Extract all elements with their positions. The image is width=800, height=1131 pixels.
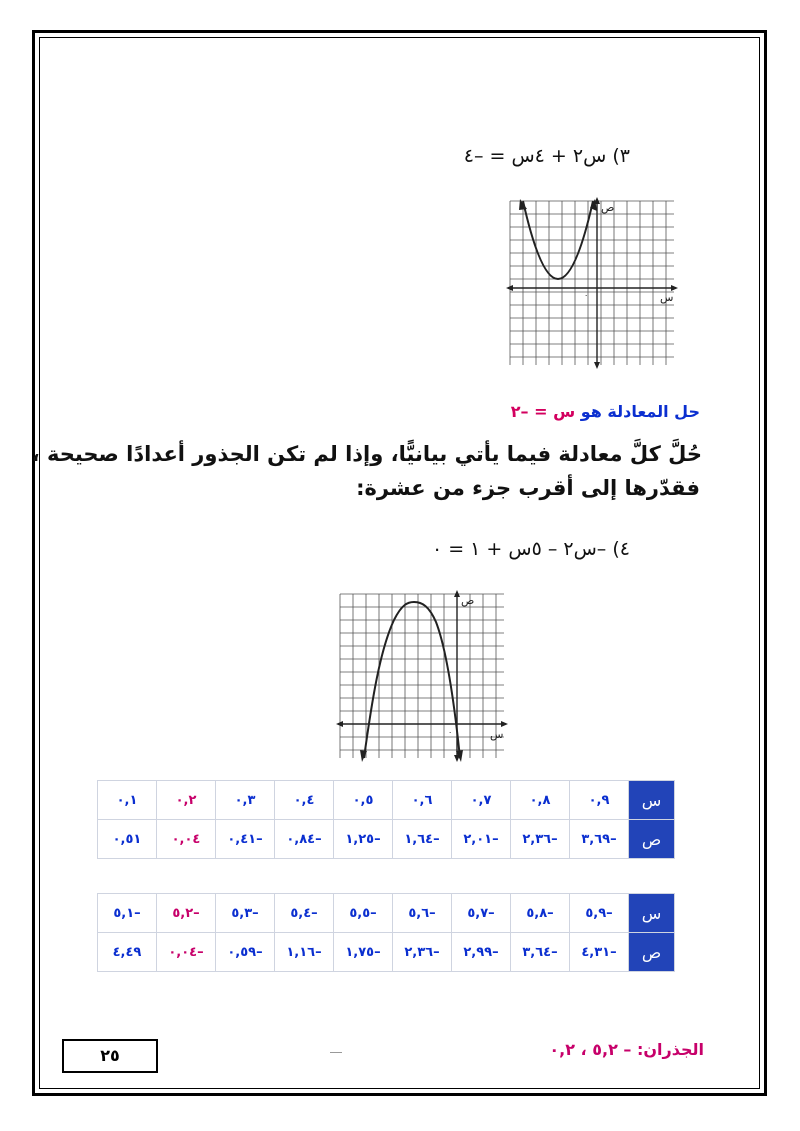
- table-cell: ٠,٦: [393, 781, 452, 820]
- table-cell: ٤,٤٩: [98, 933, 157, 972]
- question-4-parabola: [364, 602, 460, 758]
- table-cell: –٥,٥: [334, 894, 393, 933]
- table-row-x: [98, 894, 675, 933]
- table-cell: ٠,٥١: [98, 820, 157, 859]
- table-cell: ٠,٣: [216, 781, 275, 820]
- table-cell: –٥,٩: [570, 894, 629, 933]
- instruction-line-1: حُلَّ كلَّ معادلة فيما يأتي بيانيًّا، وإذا لم تكن الجذور أعدادًا صحيحة ،: [31, 442, 702, 466]
- question-4-axes: [338, 592, 506, 760]
- origin-label: ٠: [448, 728, 453, 737]
- solution-label: حل المعادلة هو: [580, 402, 700, 421]
- table-cell: –٥,٧: [452, 894, 511, 933]
- table-cell: –٥,٨: [511, 894, 570, 933]
- table-cell: ٠,٧: [452, 781, 511, 820]
- page-number: ٢٥: [62, 1039, 158, 1073]
- table-cell: ٠,٤: [275, 781, 334, 820]
- table-cell: –١,٢٥: [334, 820, 393, 859]
- table-cell-root: ٠,٠٤: [157, 820, 216, 859]
- solution-value: س = –٢: [510, 402, 576, 421]
- table-cell: ٠,٥: [334, 781, 393, 820]
- table-header-x: س: [629, 894, 675, 933]
- table-row-y: [98, 933, 675, 972]
- origin-label: ٠: [584, 291, 589, 300]
- question-3-equation: س٢ + ٤س = –٤: [463, 145, 607, 167]
- x-axis-label: س: [660, 291, 674, 304]
- y-axis-label: ص: [601, 201, 615, 214]
- table-cell: –٥,١: [98, 894, 157, 933]
- table-cell: –٥,٦: [393, 894, 452, 933]
- table-header-x: س: [629, 781, 675, 820]
- question-3-axes: [508, 199, 676, 367]
- question-4-graph: [336, 590, 508, 762]
- table-cell: –٢,٣٦: [511, 820, 570, 859]
- table-row-y: [98, 820, 675, 859]
- question-4-equation: –س٢ – ٥س + ١ = ٠: [431, 538, 607, 560]
- table-cell: –١,٧٥: [334, 933, 393, 972]
- values-table-1: [97, 780, 675, 859]
- table-cell: –٤,٣١: [570, 933, 629, 972]
- question-3-graph: [506, 197, 678, 369]
- instruction-line-2: فقدّرها إلى أقرب جزء من عشرة:: [356, 476, 700, 500]
- table-cell: ٠,١: [98, 781, 157, 820]
- table-cell: –١,٦٤: [393, 820, 452, 859]
- table-header-y: ص: [629, 933, 675, 972]
- table-cell: ٠,٨: [511, 781, 570, 820]
- table-cell: –٥,٣: [216, 894, 275, 933]
- table-cell: –٣,٦٩: [570, 820, 629, 859]
- table-cell: –٠,٨٤: [275, 820, 334, 859]
- question-4-number: ٤): [612, 538, 630, 560]
- table-cell: –١,١٦: [275, 933, 334, 972]
- question-3-number: ٣): [612, 145, 630, 167]
- table-row-x: [98, 781, 675, 820]
- table-cell: –٠,٤١: [216, 820, 275, 859]
- y-axis-label: ص: [461, 594, 475, 607]
- table-cell-root: –٥,٢: [157, 894, 216, 933]
- values-table-2: [97, 893, 675, 972]
- question-3: [464, 145, 630, 167]
- table-header-y: ص: [629, 820, 675, 859]
- x-axis-label: س: [490, 728, 504, 741]
- question-4: [432, 538, 630, 560]
- table-cell-root: ٠,٢: [157, 781, 216, 820]
- roots-answer: الجذران: – ٥,٢ ، ٠,٢: [549, 1040, 704, 1059]
- table-cell: –٢,٠١: [452, 820, 511, 859]
- question-3-solution: [511, 402, 700, 421]
- table-cell-root: –٠,٠٤: [157, 933, 216, 972]
- separator-dash: [330, 1052, 342, 1053]
- table-cell: –٢,٩٩: [452, 933, 511, 972]
- table-cell: –٠,٥٩: [216, 933, 275, 972]
- table-cell: –٢,٣٦: [393, 933, 452, 972]
- table-cell: –٥,٤: [275, 894, 334, 933]
- table-cell: ٠,٩: [570, 781, 629, 820]
- table-cell: –٣,٦٤: [511, 933, 570, 972]
